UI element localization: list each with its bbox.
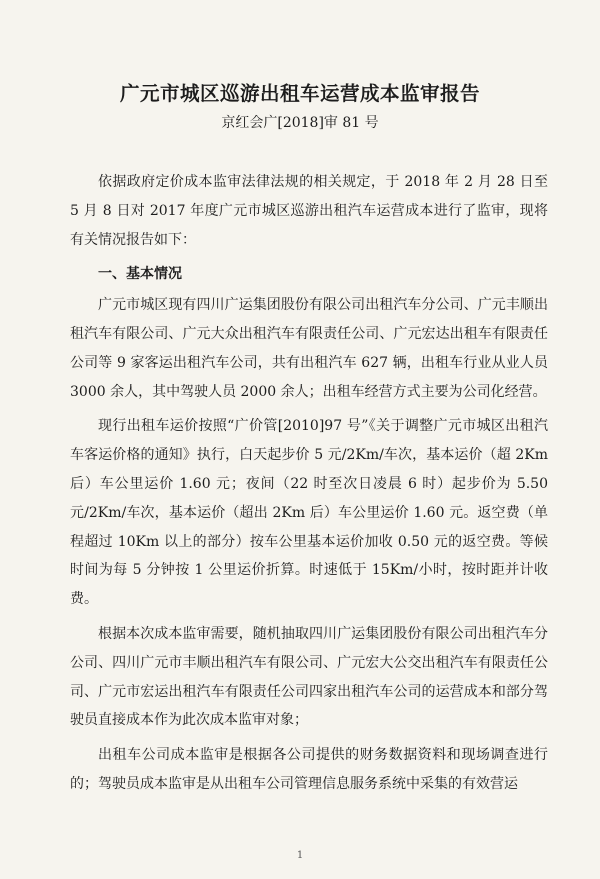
page-number: 1 [296,850,304,861]
body-paragraph: 现行出租车运价按照“广价管[2010]97 号”《关于调整广元市城区出租汽车客运价格的通知》执行，白天起步价 5 元/2Km/车次，基本运价（超 2Km 后）车公里运价 1.60 元；夜间（22 时至次日凌晨 6 时）起步价为 5.50 元/2Km/车次，基本运价（超出 2Km 后）车公里运价 1.60 元。返空费（单程超过 10Km 以上的部分）按车公里基本运价加收 0.50 元的返空费。等候时间为每 5 分钟按 1 公里运价折算。时速低于 15Km/小时，按时距并计收费。 [70,418,548,608]
body-paragraph: 出租车公司成本监审是根据各公司提供的财务数据资料和现场调查进行的；驾驶员成本监审是从出租车公司管理信息服务系统中采集的有效营运 [70,747,548,792]
body-paragraph: 广元市城区现有四川广运集团股份有限公司出租汽车分公司、广元丰顺出租汽车有限公司、广元大众出租汽车有限责任公司、广元宏达出租车有限责任公司等 9 家客运出租汽车公司，共有出租汽车 627 辆，出租车行业从业人员 3000 余人，其中驾驶人员 2000 余人；出租车经营方式主要为公司化经营。 [70,297,548,400]
body-paragraph: 根据本次成本监审需要，随机抽取四川广运集团股份有限公司出租汽车分公司、四川广元市丰顺出租汽车有限公司、广元宏大公交出租汽车有限责任公司、广元市宏运出租汽车有限责任公司四家出租汽车公司的运营成本和部分驾驶员直接成本作为此次成本监审对象； [70,625,548,729]
document-number: 京红会广[2018]审 81 号 [221,115,379,131]
document-body [70,168,548,805]
document-title: 广元市城区巡游出租车运营成本监审报告 [119,82,480,105]
intro-paragraph: 依据政府定价成本监审法律法规的相关规定，于 2018 年 2 月 28 日至 5 月 8 日对 2017 年度广元市城区巡游出租汽车运营成本进行了监审，现将有关情况报告如下： [70,174,548,248]
section-heading-basic-info: 一、基本情况 [98,266,182,283]
